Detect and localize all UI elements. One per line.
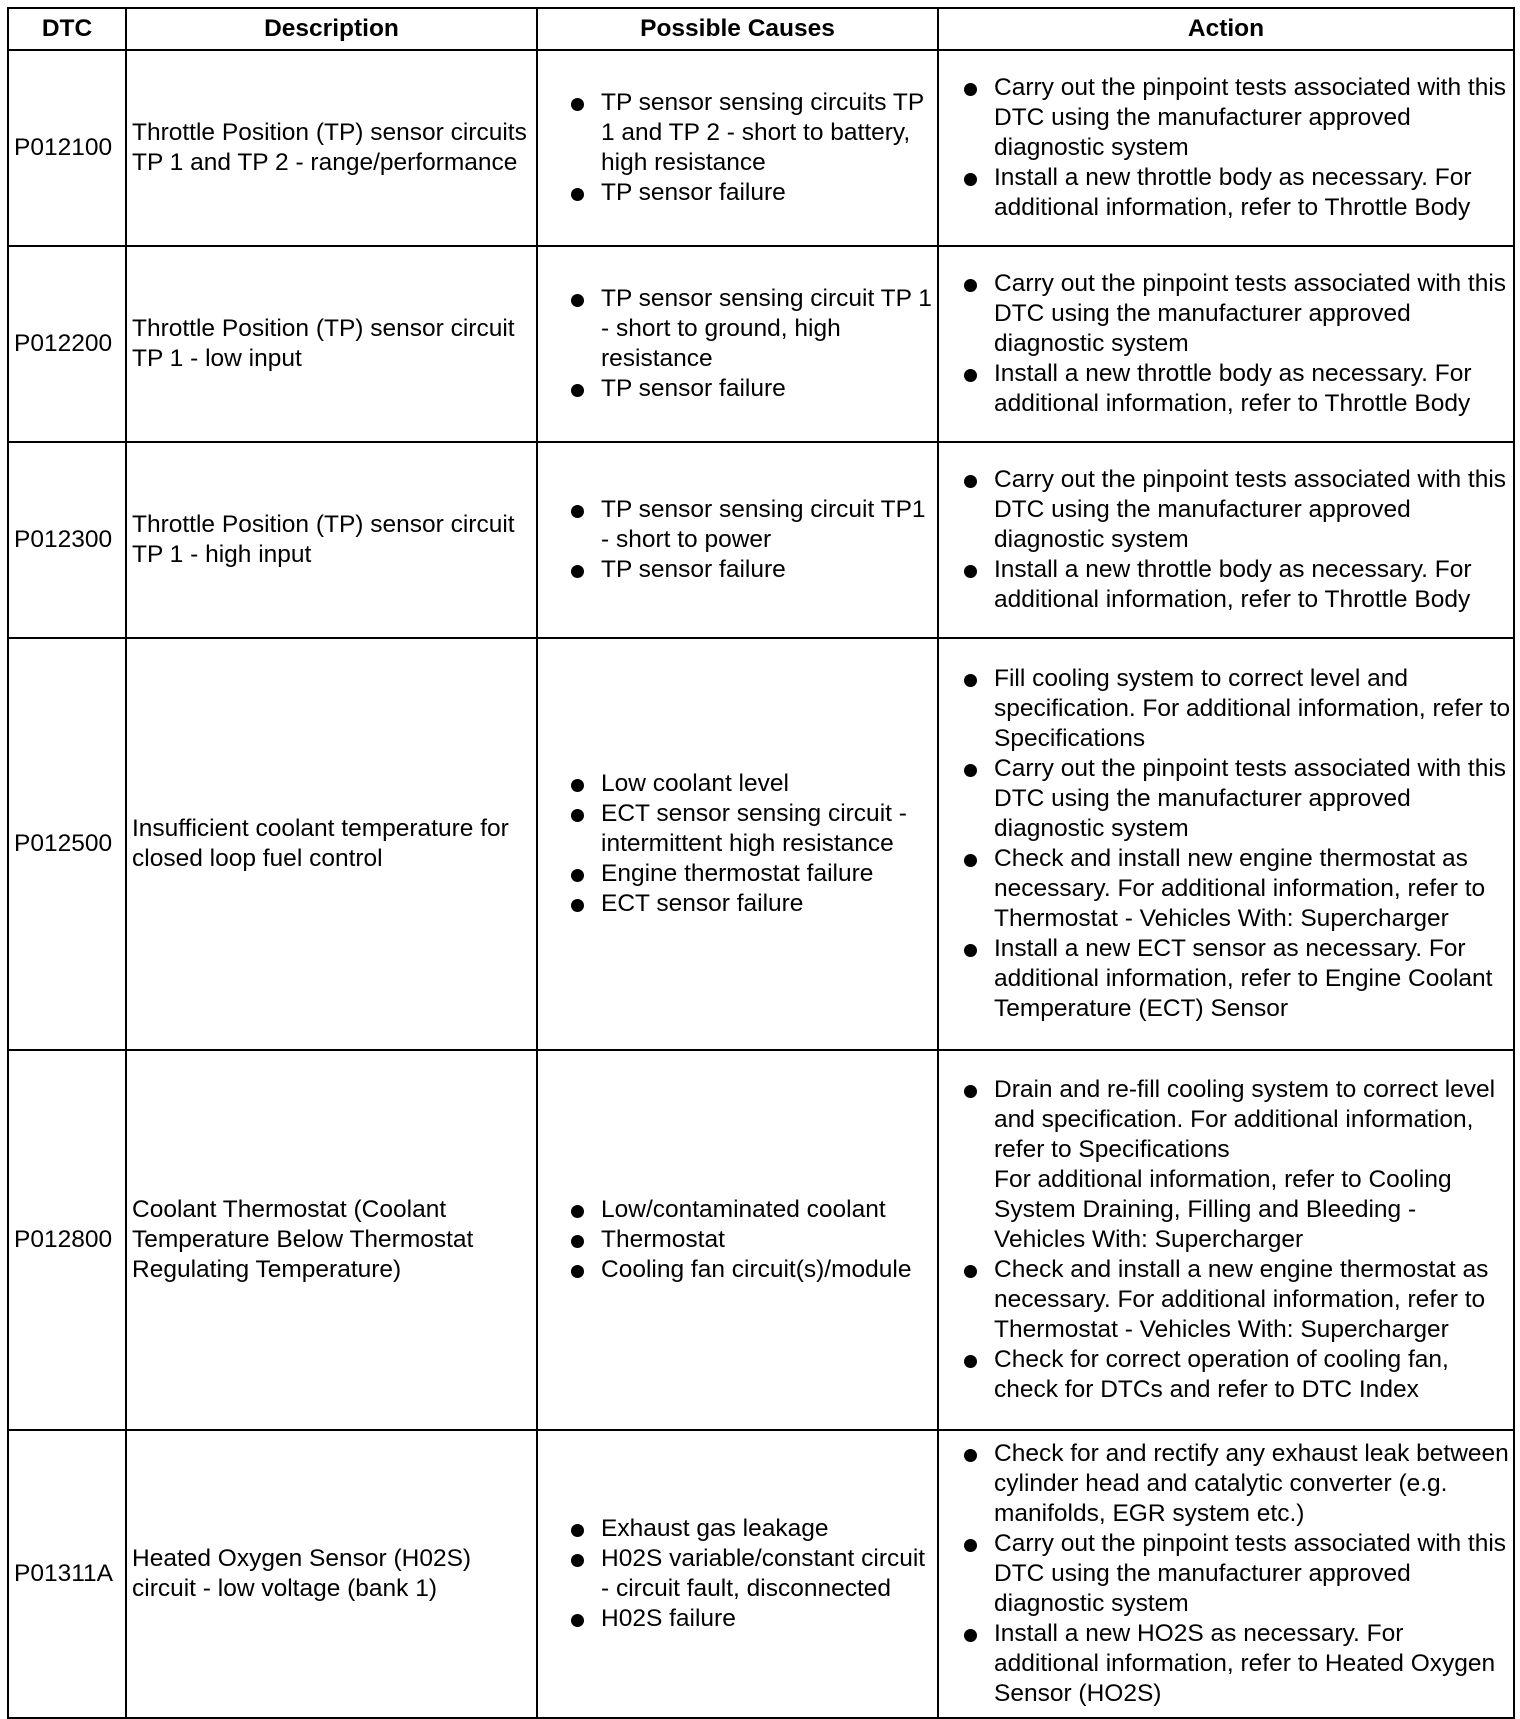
cause-item: Thermostat: [555, 1225, 933, 1255]
header-dtc: DTC: [8, 8, 126, 50]
dtc-table: [7, 7, 1515, 1719]
action-item: Check and install a new engine thermostat as necessary. For additional information, refer to Thermostat - Vehicles With: Supercharger: [948, 1255, 1511, 1345]
table-row: [8, 442, 1514, 638]
action-item: Check for and rectify any exhaust leak between cylinder head and catalytic converter (e.g. manifolds, EGR system etc.): [948, 1439, 1511, 1529]
possible-causes: [537, 1430, 938, 1718]
action-item: Check and install new engine thermostat as necessary. For additional information, refer to Thermostat - Vehicles With: Supercharger: [948, 844, 1511, 934]
action-item: Install a new HO2S as necessary. For additional information, refer to Heated Oxygen Sensor (HO2S): [948, 1619, 1511, 1709]
cause-item: TP sensor sensing circuits TP 1 and TP 2 - short to battery, high resistance: [555, 88, 933, 178]
cause-item: Low/contaminated coolant: [555, 1195, 933, 1225]
cause-item: Exhaust gas leakage: [555, 1514, 933, 1544]
dtc-code: P012100: [8, 50, 126, 246]
dtc-description: Throttle Position (TP) sensor circuit TP 1 - high input: [126, 442, 537, 638]
actions: [938, 246, 1514, 442]
cause-item: H02S failure: [555, 1604, 933, 1634]
action-item: Carry out the pinpoint tests associated with this DTC using the manufacturer approved diagnostic system: [948, 465, 1511, 555]
table-row: [8, 246, 1514, 442]
action-item: Check for correct operation of cooling fan, check for DTCs and refer to DTC Index: [948, 1345, 1511, 1405]
possible-causes: [537, 246, 938, 442]
action-item: Carry out the pinpoint tests associated with this DTC using the manufacturer approved diagnostic system: [948, 269, 1511, 359]
table-body: [8, 50, 1514, 1718]
action-item-extra: For additional information, refer to Cooling System Draining, Filling and Bleeding - Vehicles With: Supercharger: [994, 1166, 1452, 1253]
actions: [938, 638, 1514, 1050]
action-item: [948, 1075, 1511, 1255]
possible-causes: [537, 638, 938, 1050]
cause-item: TP sensor sensing circuit TP1 - short to power: [555, 495, 933, 555]
dtc-code: P012200: [8, 246, 126, 442]
header-action: Action: [938, 8, 1514, 50]
cause-item: Cooling fan circuit(s)/module: [555, 1255, 933, 1285]
cause-item: TP sensor failure: [555, 374, 933, 404]
dtc-description: Heated Oxygen Sensor (H02S) circuit - low voltage (bank 1): [126, 1430, 537, 1718]
action-item: Carry out the pinpoint tests associated with this DTC using the manufacturer approved diagnostic system: [948, 754, 1511, 844]
possible-causes: [537, 442, 938, 638]
dtc-description: Throttle Position (TP) sensor circuits TP 1 and TP 2 - range/performance: [126, 50, 537, 246]
cause-item: TP sensor sensing circuit TP 1 - short to ground, high resistance: [555, 284, 933, 374]
possible-causes: [537, 50, 938, 246]
dtc-description: Throttle Position (TP) sensor circuit TP 1 - low input: [126, 246, 537, 442]
cause-item: Low coolant level: [555, 769, 933, 799]
header-possible-causes: Possible Causes: [537, 8, 938, 50]
cause-item: TP sensor failure: [555, 555, 933, 585]
table-header: [8, 8, 1514, 50]
action-item-text: Drain and re-fill cooling system to correct level and specification. For additional information, refer to Specifications: [994, 1076, 1496, 1163]
table-row: [8, 50, 1514, 246]
table-row: [8, 1050, 1514, 1430]
actions: [938, 50, 1514, 246]
action-item: Carry out the pinpoint tests associated with this DTC using the manufacturer approved diagnostic system: [948, 1529, 1511, 1619]
dtc-code: P012500: [8, 638, 126, 1050]
header-description: Description: [126, 8, 537, 50]
action-item: Fill cooling system to correct level and specification. For additional information, refer to Specifications: [948, 664, 1511, 754]
actions: [938, 1050, 1514, 1430]
actions: [938, 442, 1514, 638]
action-item: Install a new throttle body as necessary. For additional information, refer to Throttle Body: [948, 359, 1511, 419]
dtc-code: P01311A: [8, 1430, 126, 1718]
dtc-description: Insufficient coolant temperature for closed loop fuel control: [126, 638, 537, 1050]
action-item: Carry out the pinpoint tests associated with this DTC using the manufacturer approved diagnostic system: [948, 73, 1511, 163]
cause-item: ECT sensor failure: [555, 889, 933, 919]
table-row: [8, 1430, 1514, 1718]
header-row: [8, 8, 1514, 50]
cause-item: H02S variable/constant circuit - circuit fault, disconnected: [555, 1544, 933, 1604]
action-item: Install a new ECT sensor as necessary. For additional information, refer to Engine Coolant Temperature (ECT) Sensor: [948, 934, 1511, 1024]
action-item: Install a new throttle body as necessary. For additional information, refer to Throttle Body: [948, 163, 1511, 223]
dtc-code: P012800: [8, 1050, 126, 1430]
cause-item: ECT sensor sensing circuit - intermittent high resistance: [555, 799, 933, 859]
action-item: Install a new throttle body as necessary. For additional information, refer to Throttle Body: [948, 555, 1511, 615]
possible-causes: [537, 1050, 938, 1430]
dtc-description: Coolant Thermostat (Coolant Temperature Below Thermostat Regulating Temperature): [126, 1050, 537, 1430]
cause-item: Engine thermostat failure: [555, 859, 933, 889]
actions: [938, 1430, 1514, 1718]
cause-item: TP sensor failure: [555, 178, 933, 208]
dtc-code: P012300: [8, 442, 126, 638]
table-row: [8, 638, 1514, 1050]
